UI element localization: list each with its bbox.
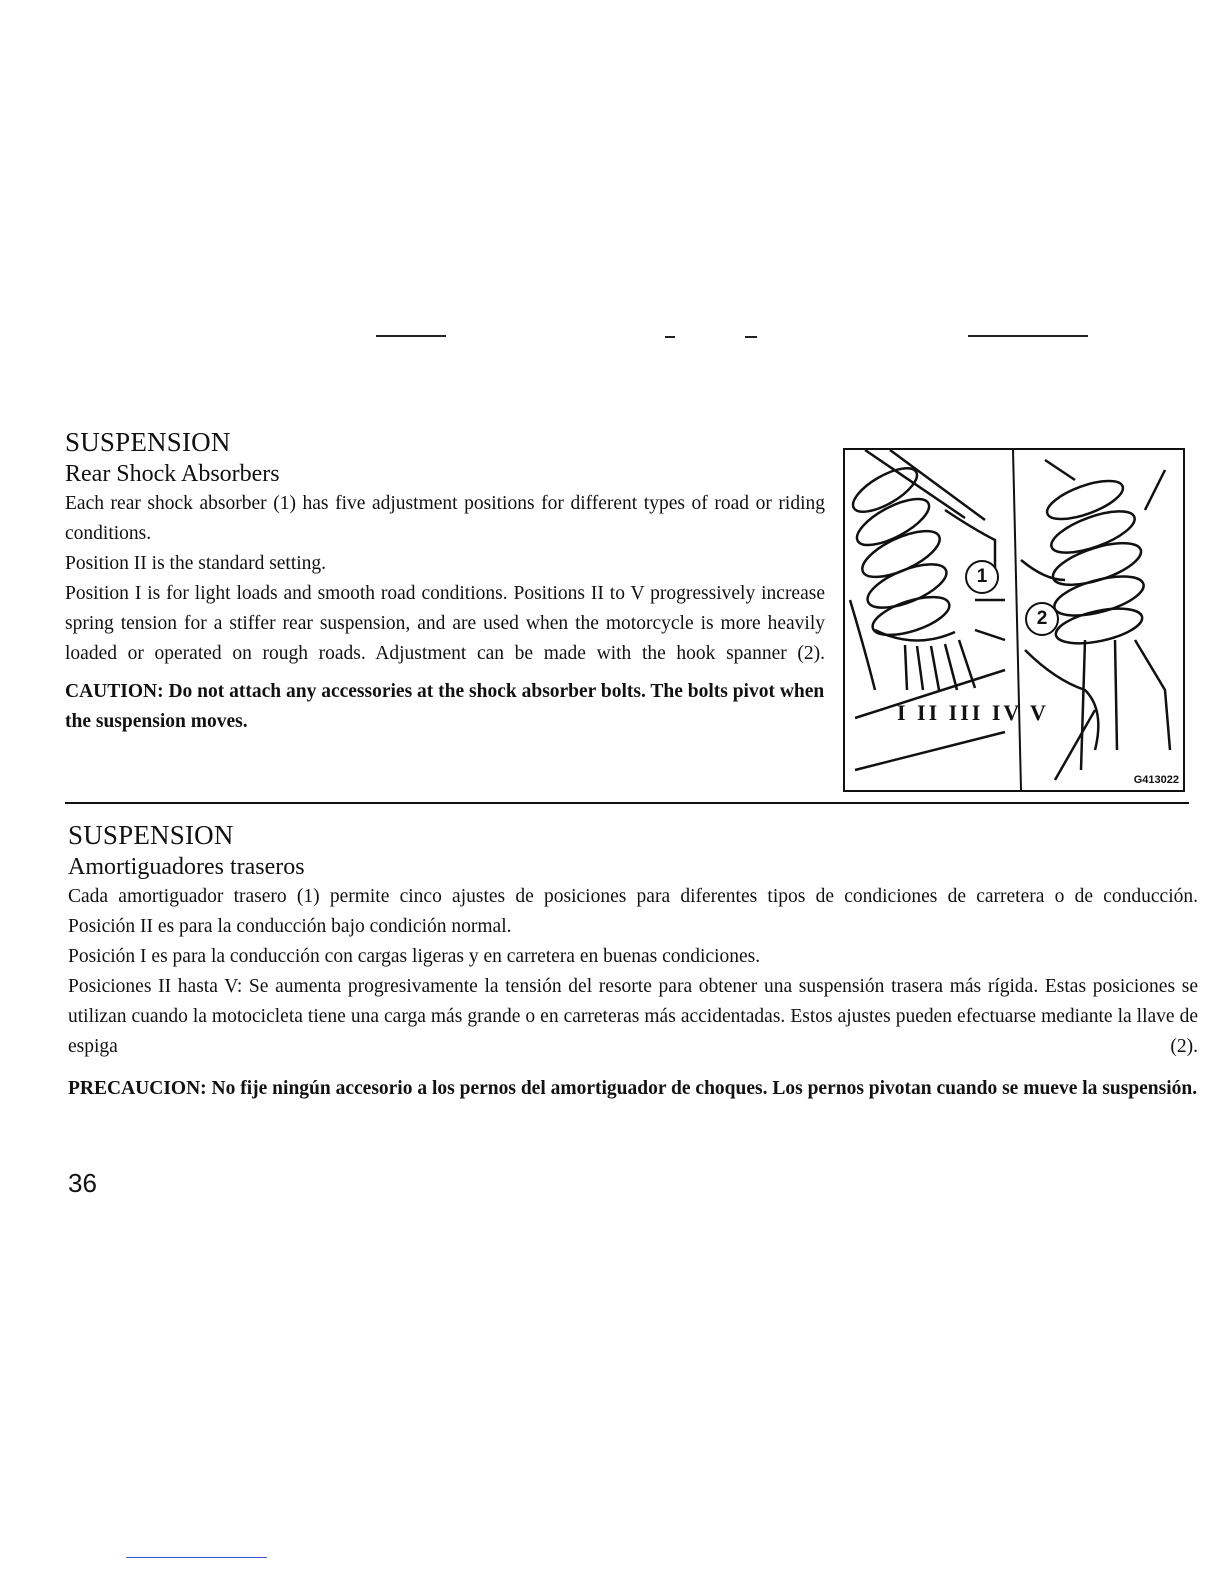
figure-code: G413022 — [1133, 774, 1179, 786]
paragraph-en-1: Each rear shock absorber (1) has five adjustment positions for different types of road or riding conditions. — [65, 493, 825, 544]
shock-absorber-illustration — [845, 450, 1183, 790]
subsection-title-en: Rear Shock Absorbers — [65, 461, 280, 487]
callout-1: 1 — [965, 560, 999, 594]
paragraph-es-1: Cada amortiguador trasero (1) permite cinco ajustes de posiciones para diferentes tipos de condiciones de carretera o de conducción. — [68, 886, 1198, 907]
language-divider — [65, 802, 1189, 804]
shock-absorber-figure — [843, 448, 1185, 792]
scan-mark — [665, 336, 675, 338]
caution-es: PRECAUCION: No fije ningún accesorio a los pernos del amortiguador de choques. Los pernos pivotan cuando se mueve la suspensión. — [68, 1078, 1198, 1099]
scan-mark — [745, 336, 757, 338]
callout-2: 2 — [1025, 602, 1059, 636]
bottom-rule — [126, 1557, 267, 1558]
paragraph-en-2: Position II is the standard setting. — [65, 553, 327, 574]
spanish-section — [68, 818, 1198, 1104]
scan-mark — [376, 335, 446, 337]
position-labels: I II III IV V — [897, 700, 1049, 725]
page-number: 36 — [68, 1168, 97, 1198]
section-title-en: SUSPENSION — [65, 427, 231, 457]
subsection-title-es: Amortiguadores traseros — [68, 854, 305, 880]
section-title-es: SUSPENSION — [68, 820, 234, 850]
paragraph-es-4: Posiciones II hasta V: Se aumenta progresivamente la tensión del resorte para obtener una suspensión trasera más rígida. Estas posiciones se utilizan cuando la motocicleta tiene una carga más grande o en carreteras más accidentadas. Estos ajustes pueden efectuarse mediante la llave de espiga (2). — [68, 976, 1198, 1057]
caution-en: CAUTION: Do not attach any accessories at the shock absorber bolts. The bolts pivot when the suspension moves. — [65, 681, 825, 732]
scan-mark — [968, 335, 1088, 337]
english-section — [65, 425, 825, 737]
paragraph-es-2: Posición II es para la conducción bajo condición normal. — [68, 916, 512, 937]
paragraph-es-3: Posición I es para la conducción con cargas ligeras y en carretera en buenas condiciones. — [68, 946, 761, 967]
paragraph-en-3: Position I is for light loads and smooth road conditions. Positions II to V progressively increase spring tension for a stiffer rear suspension, and are used when the motorcycle is more heavily loaded or operated on rough roads. Adjustment can be made with the hook spanner (2). — [65, 583, 825, 664]
